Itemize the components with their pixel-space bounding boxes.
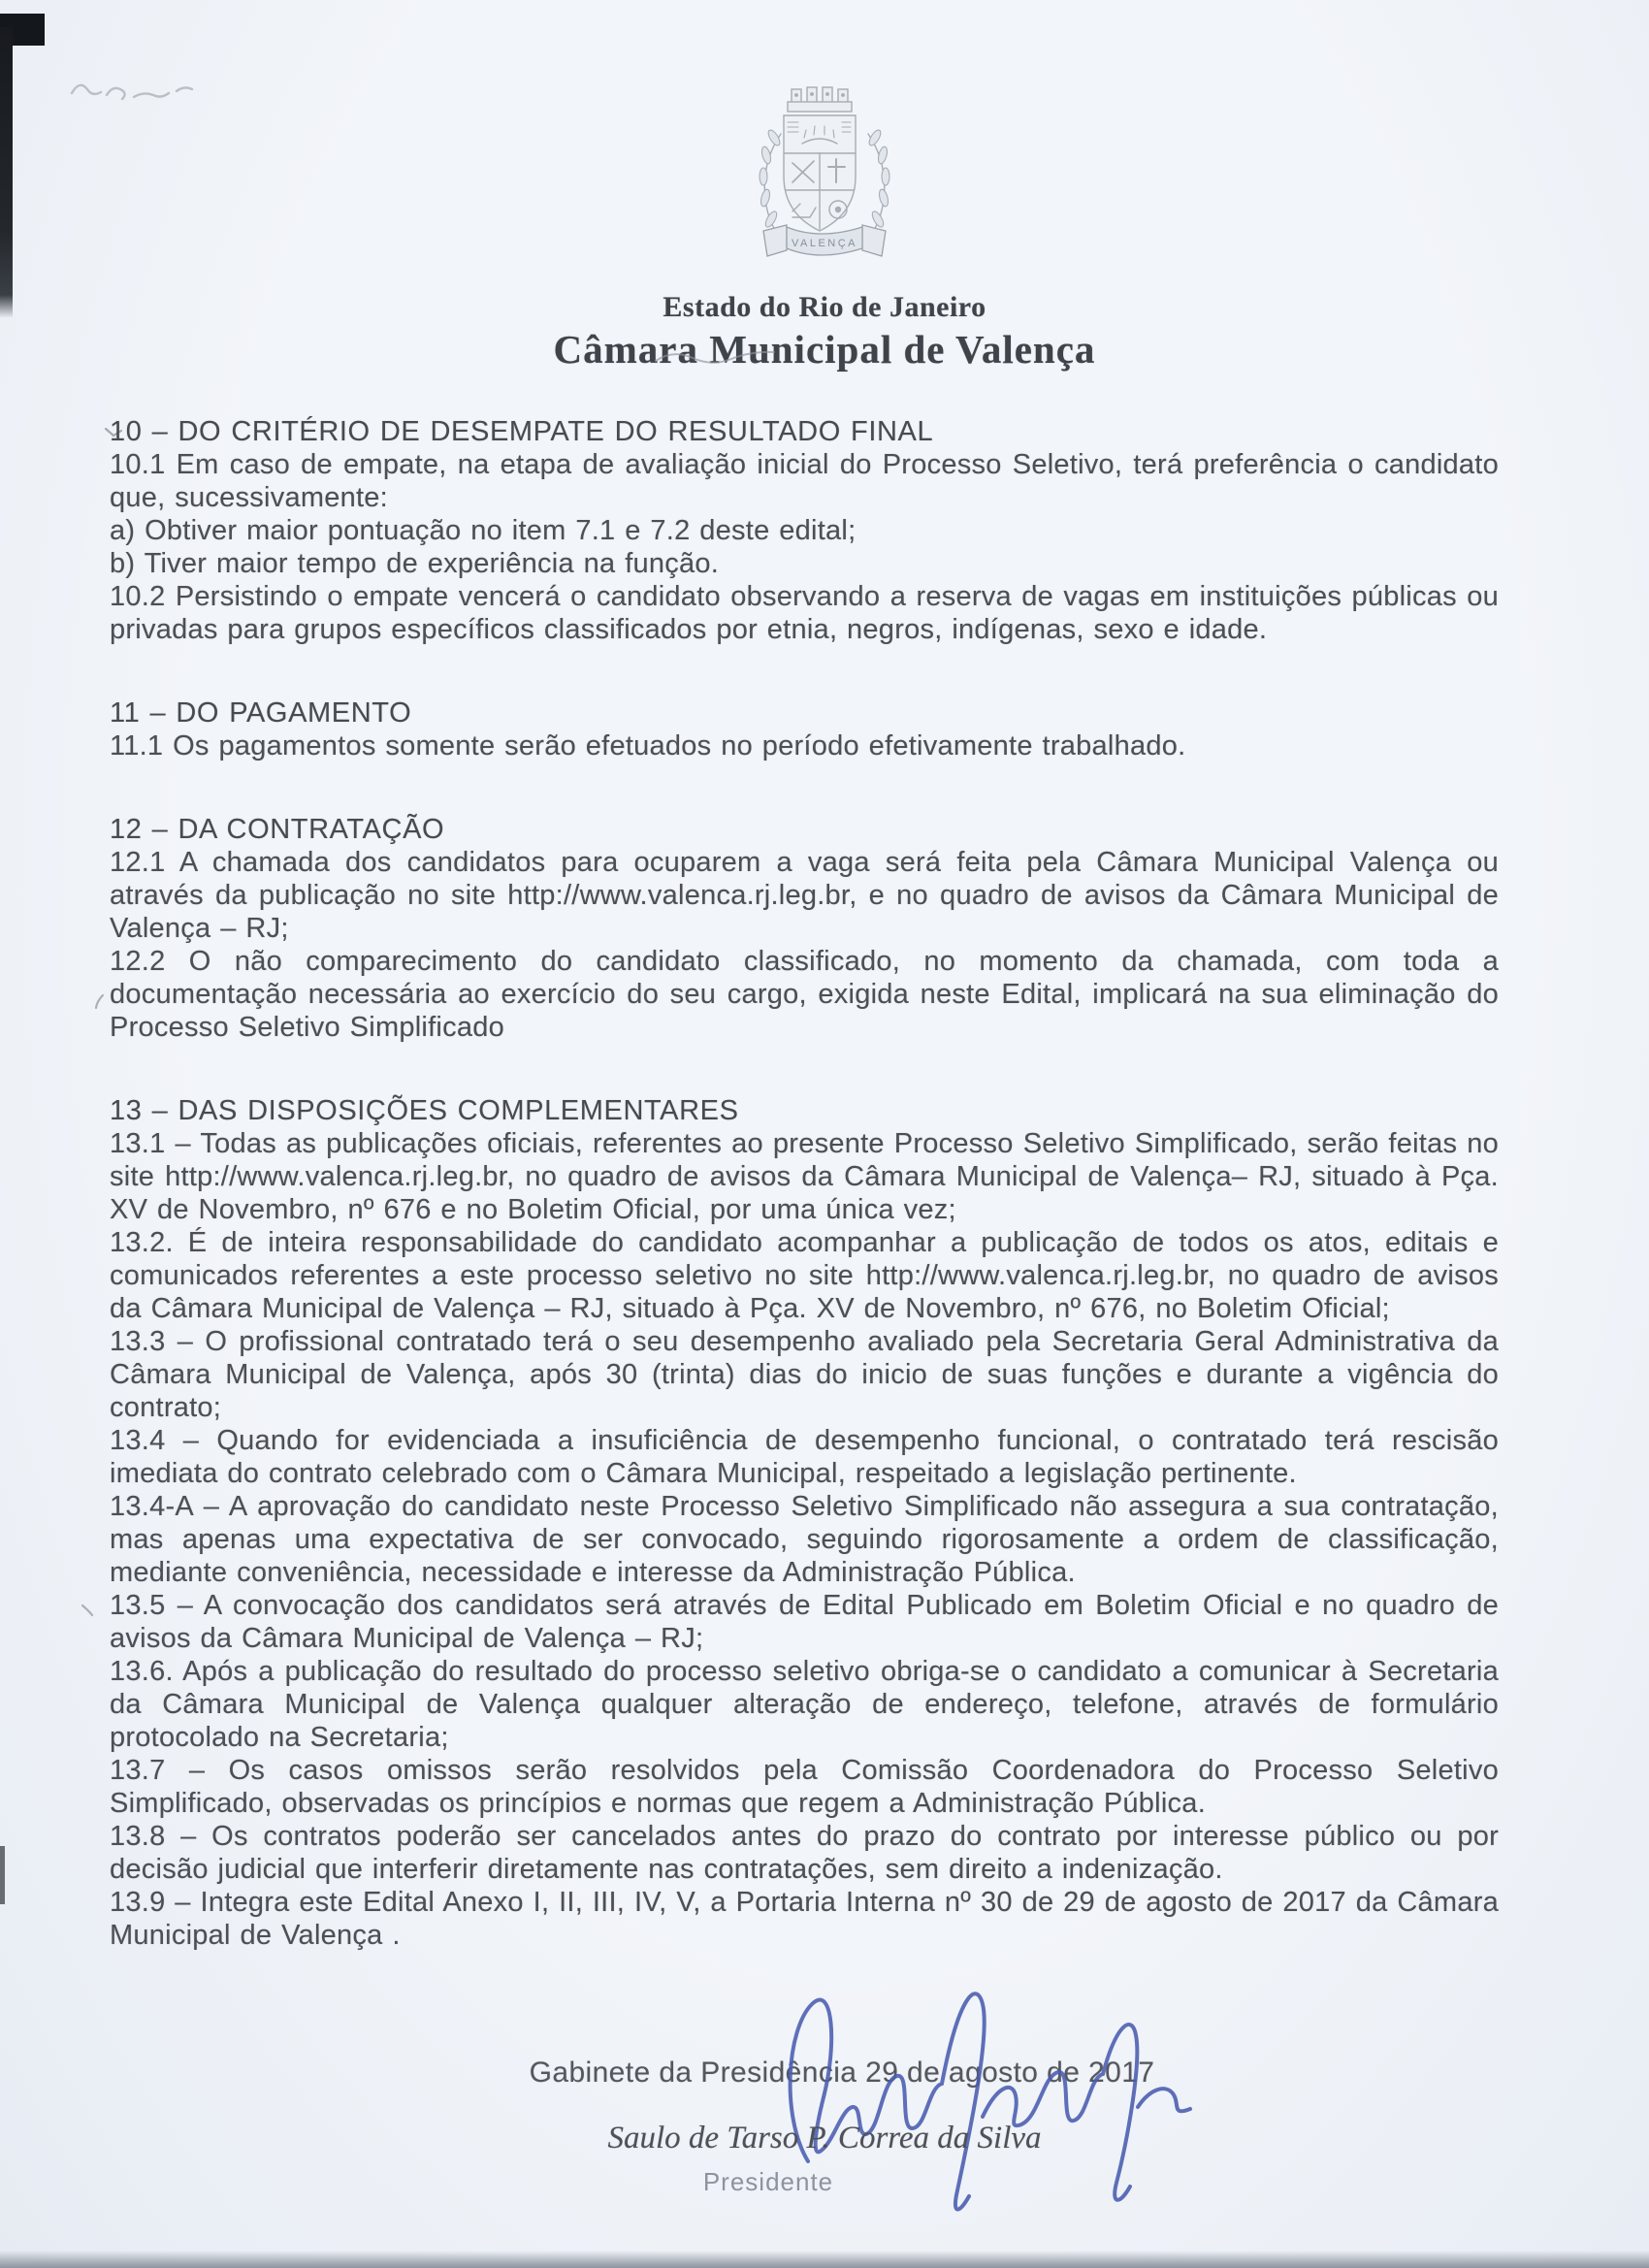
document-paragraph: 13.4-A – A aprovação do candidato neste Processo Seletivo Simplificado não assegura a sua contratação, mas apenas uma expectativa de ser convocado, seguindo rigorosamente a ordem de classificação, mediante conveniência, necessidade e interesse da Administração Pública. <box>110 1491 1499 1588</box>
scan-artifact-pencil-scribble <box>68 72 204 107</box>
document-paragraph: 12.1 A chamada dos candidatos para ocuparem a vaga será feita pela Câmara Municipal Valença ou através da publicação no site http://www.valenca.rj.leg.br, e no quadro de avisos da Câmara Municipal de Valença – RJ; <box>110 847 1499 944</box>
scan-artifact-mark <box>80 1603 95 1618</box>
section-title: 12 – DA CONTRATAÇÃO <box>110 814 445 845</box>
document-paragraph: 12.2 O não comparecimento do candidato classificado, no momento da chamada, com toda a documentação necessária ao exercício do seu cargo, exigida neste Edital, implicará na sua eliminação do Processo Seletivo Simplificado <box>110 946 1499 1043</box>
document-paragraph: 13.8 – Os contratos poderão ser cancelados antes do prazo do contrato por interesse público ou por decisão judicial que interferir diretamente nas contratações, sem direito a indenização. <box>110 1821 1499 1885</box>
document-paragraph: 10.2 Persistindo o empate vencerá o candidato observando a reserva de vagas em instituições públicas ou privadas para grupos específicos classificados por etnia, negros, indígenas, sexo e idade. <box>110 581 1499 645</box>
section-title: 10 – DO CRITÉRIO DE DESEMPATE DO RESULTADO FINAL <box>110 416 934 447</box>
scan-artifact-title-squiggle <box>652 345 778 369</box>
document-paragraph: 13.7 – Os casos omissos serão resolvidos pela Comissão Coordenadora do Processo Seletivo Simplificado, observadas os princípios e normas que regem a Administração Pública. <box>110 1755 1499 1819</box>
coat-of-arms <box>742 83 907 277</box>
place-date-line: Gabinete da Presidência 29 de agosto de 2017 <box>529 2057 1155 2089</box>
signatory-name: Saulo de Tarso P. Correa da Silva <box>607 2121 1042 2155</box>
document-paragraph: 13.9 – Integra este Edital Anexo I, II, III, IV, V, a Portaria Interna nº 30 de 29 de agosto de 2017 da Câmara Municipal de Valença . <box>110 1887 1499 1951</box>
section-title: 13 – DAS DISPOSIÇÕES COMPLEMENTARES <box>110 1095 739 1126</box>
document-paragraph: 10.1 Em caso de empate, na etapa de avaliação inicial do Processo Seletivo, terá preferência o candidato que, sucessivamente: <box>110 449 1499 513</box>
header-municipality-line: Câmara Municipal de Valença <box>553 327 1096 372</box>
signatory-title: Presidente <box>702 2167 834 2196</box>
document-paragraph: 13.2. É de inteira responsabilidade do candidato acompanhar a publicação de todos os atos, editais e comunicados referentes a este processo seletivo no site http://www.valenca.rj.leg.br, no quadro de avisos da Câmara Municipal de Valença – RJ, situado à Pça. XV de Novembro, nº 676, no Boletim Oficial; <box>110 1227 1499 1324</box>
document-paragraph: b) Tiver maior tempo de experiência na função. <box>110 548 720 579</box>
crest-banner-text: VALENÇA <box>791 238 858 249</box>
scan-artifact-edge-dash <box>0 1846 5 1904</box>
document-paragraph: 11.1 Os pagamentos somente serão efetuados no período efetivamente trabalhado. <box>110 730 1186 761</box>
document-paragraph: 13.4 – Quando for evidenciada a insuficiência de desempenho funcional, o contratado terá rescisão imediata do contrato celebrado com o Câmara Municipal, respeitado a legislação pertinente. <box>110 1425 1499 1489</box>
document-paragraph: a) Obtiver maior pontuação no item 7.1 e 7.2 deste edital; <box>110 515 857 546</box>
document-body <box>110 415 1499 1952</box>
document-paragraph: 13.5 – A convocação dos candidatos será através de Edital Publicado em Boletim Oficial e no quadro de avisos da Câmara Municipal de Valença – RJ; <box>110 1590 1499 1654</box>
section-title: 11 – DO PAGAMENTO <box>110 697 412 729</box>
document-paragraph: 13.1 – Todas as publicações oficiais, referentes ao presente Processo Seletivo Simplificado, serão feitas no site http://www.valenca.rj.leg.br, no quadro de avisos da Câmara Municipal de Valença– RJ, situado à Pça. XV de Novembro, nº 676 e no Boletim Oficial, por uma única vez; <box>110 1128 1499 1225</box>
header-state-line: Estado do Rio de Janeiro <box>663 291 986 323</box>
scan-artifact-left-edge <box>0 27 13 318</box>
scan-artifact-bottom-band <box>0 2251 1649 2268</box>
scan-artifact-mark <box>93 993 107 1011</box>
document-header <box>0 291 1649 373</box>
document-paragraph: 13.6. Após a publicação do resultado do processo seletivo obriga-se o candidato a comunicar à Secretaria da Câmara Municipal de Valença qualquer alteração de endereço, telefone, através de formulário protocolado na Secretaria; <box>110 1656 1499 1753</box>
document-paragraph: 13.3 – O profissional contratado terá o seu desempenho avaliado pela Secretaria Geral Administrativa da Câmara Municipal de Valença, após 30 (trinta) dias do inicio de suas funções e durante a vigência do contrato; <box>110 1326 1499 1423</box>
